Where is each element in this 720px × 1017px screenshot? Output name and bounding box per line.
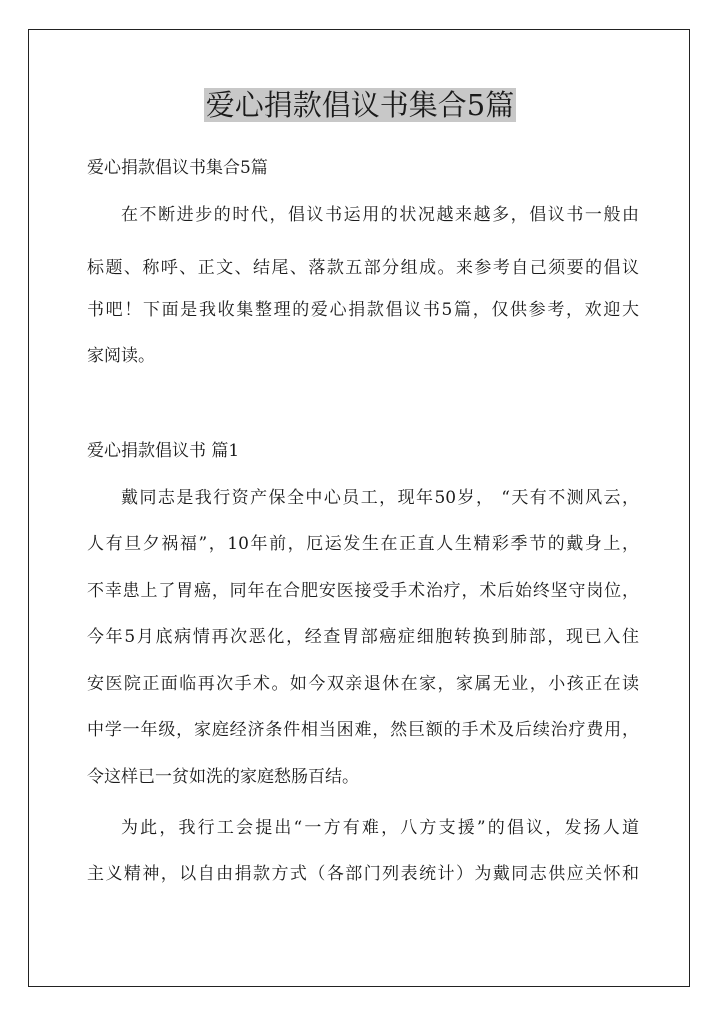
paragraph-line: 今年5月底病情再次恶化，经查胃部癌症细胞转换到肺部，现已入住	[87, 627, 639, 647]
paragraph-line: 安医院正面临再次手术。如今双亲退休在家，家属无业，小孩正在读	[87, 674, 639, 694]
paragraph-line: 不幸患上了胃癌，同年在合肥安医接受手术治疗，术后始终坚守岗位，	[87, 581, 639, 601]
paragraph-line: 令这样已一贫如洗的家庭愁肠百结。	[87, 767, 359, 787]
paragraph-line: 主义精神，以自由捐款方式（各部门列表统计）为戴同志供应关怀和	[87, 864, 639, 884]
paragraph-line: 家阅读。	[87, 346, 155, 366]
document-title-text: 爱心捐款倡议书集合5篇	[205, 88, 515, 122]
paragraph-line: 为此，我行工会提出“一方有难，八方支援”的倡议，发扬人道	[121, 818, 639, 838]
paragraph-line: 戴同志是我行资产保全中心员工，现年50岁， “天有不测风云，	[121, 488, 639, 508]
document-title	[0, 86, 720, 124]
paragraph-line: 书吧！下面是我收集整理的爱心捐款倡议书5篇，仅供参考，欢迎大	[87, 300, 639, 320]
paragraph-line: 中学一年级，家庭经济条件相当困难，然巨额的手术及后续治疗费用，	[87, 720, 639, 740]
section-heading: 爱心捐款倡议书 篇1	[87, 441, 240, 461]
paragraph-line: 人有旦夕祸福”，10年前，厄运发生在正直人生精彩季节的戴身上，	[87, 534, 639, 554]
subtitle-line: 爱心捐款倡议书集合5篇	[87, 158, 268, 178]
paragraph-line: 标题、称呼、正文、结尾、落款五部分组成。来参考自己须要的倡议	[87, 258, 639, 278]
paragraph-line: 在不断进步的时代，倡议书运用的状况越来越多，倡议书一般由	[121, 205, 639, 225]
